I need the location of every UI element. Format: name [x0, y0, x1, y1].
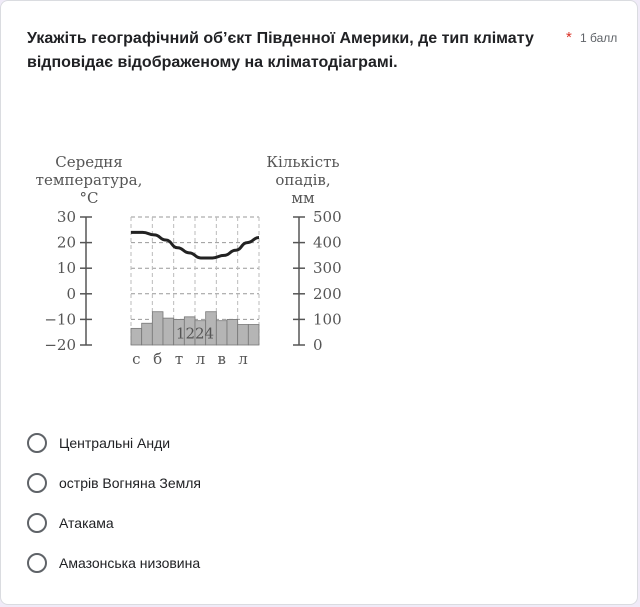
left-axis-label: °С	[79, 189, 99, 207]
precipitation-tick-label: 300	[313, 259, 342, 278]
radio-button[interactable]	[27, 473, 47, 493]
option-label: острів Вогняна Земля	[59, 475, 201, 491]
option-label: Центральні Анди	[59, 435, 171, 451]
option-label: Амазонська низовина	[59, 555, 201, 571]
option-label: Атакама	[59, 515, 114, 531]
month-label: т	[174, 350, 184, 368]
option-atacama[interactable]	[25, 503, 425, 543]
right-axis-label: мм	[291, 189, 315, 207]
climate-chart-svg	[21, 149, 361, 374]
radio-button[interactable]	[27, 513, 47, 533]
precipitation-bar	[131, 328, 142, 345]
radio-button[interactable]	[27, 553, 47, 573]
precipitation-tick-label: 200	[313, 284, 342, 303]
climate-diagram	[21, 149, 361, 374]
option-amazon-lowland[interactable]	[25, 543, 425, 583]
month-label: л	[195, 350, 206, 368]
precipitation-bar	[248, 325, 259, 345]
question-title: Укажіть географічний об’єкт Південної Америки, де тип клімату відповідає відображеному на кліматодіаграмі.	[27, 30, 534, 71]
temperature-tick-label: 10	[56, 259, 76, 278]
option-central-andes[interactable]	[25, 423, 425, 463]
answer-options	[25, 423, 425, 583]
points-label: 1 балл	[580, 31, 618, 45]
temperature-tick-label: −10	[44, 310, 76, 329]
radio-button[interactable]	[27, 433, 47, 453]
right-axis-label: Кількість	[266, 153, 340, 171]
precipitation-tick-label: 0	[313, 336, 323, 354]
required-asterisk: *	[566, 29, 572, 46]
temperature-tick-label: 0	[66, 284, 76, 303]
month-label: л	[238, 350, 248, 368]
precipitation-tick-label: 500	[313, 208, 342, 226]
precipitation-bar	[163, 318, 174, 345]
month-label: б	[153, 350, 163, 368]
precipitation-bar	[216, 321, 227, 345]
month-label: с	[132, 350, 141, 368]
temperature-tick-label: 30	[56, 208, 76, 226]
left-axis-label: Середня	[55, 153, 123, 171]
option-tierra-del-fuego[interactable]	[25, 463, 425, 503]
precipitation-bar	[238, 325, 249, 345]
precipitation-bar	[142, 323, 153, 345]
temperature-tick-label: −20	[44, 336, 76, 354]
precipitation-bar	[152, 312, 163, 345]
precipitation-bar	[227, 319, 238, 345]
precipitation-tick-label: 400	[313, 233, 342, 252]
precipitation-tick-label: 100	[313, 310, 342, 329]
left-axis-label: температура,	[35, 171, 143, 189]
month-label: в	[217, 350, 226, 368]
annual-precipitation-label: 1224	[175, 324, 215, 343]
temperature-tick-label: 20	[56, 233, 76, 252]
right-axis-label: опадів,	[275, 171, 331, 189]
